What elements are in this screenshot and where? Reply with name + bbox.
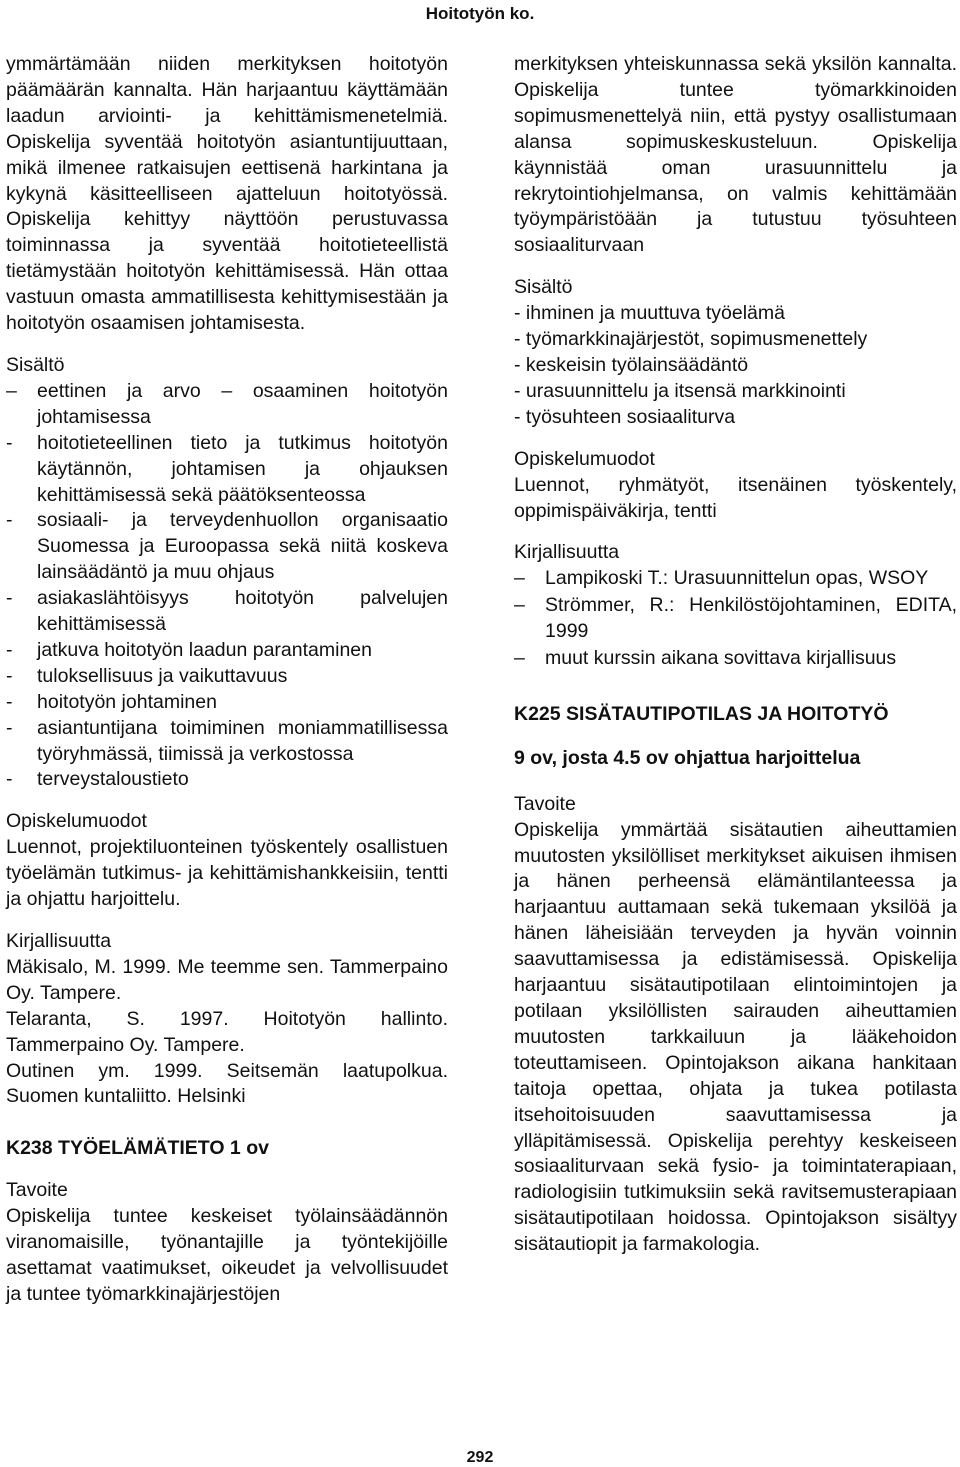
list-item — [514, 566, 957, 592]
section-heading-opiskelumuodot: Opiskelumuodot — [6, 810, 147, 833]
section-heading-tavoite: Tavoite — [514, 792, 576, 815]
list-item-text: hoitotyön johtaminen — [37, 690, 217, 713]
sisalto-list — [6, 379, 448, 794]
sisalto-section — [6, 353, 448, 793]
bullet: - — [6, 638, 13, 661]
bullet: – — [514, 594, 525, 617]
bullet: – — [514, 647, 525, 670]
bullet: - — [6, 587, 13, 610]
sisalto-section — [514, 275, 957, 430]
tavoite-section — [514, 792, 957, 1258]
bullet: - — [6, 690, 13, 713]
bullet: - — [6, 431, 13, 454]
opiskelumuodot-section — [514, 447, 957, 525]
intro-paragraph: merkityksen yhteiskunnassa sekä yksilön kannalta. Opiskelija tuntee työmarkkinoiden sopimusmenettelyä niin, että pystyy osallistumaan alansa sopimuskeskusteluun. Opiskelija käynnistää oman urasuunnittelu ja rekrytointiohjelmansa, on valmis kehittämään työympäristöään ja tutustuu työsuhteen sosiaaliturvaan — [514, 53, 957, 257]
list-item-text: tuloksellisuus ja vaikuttavuus — [37, 664, 288, 687]
section-heading-opiskelumuodot: Opiskelumuodot — [514, 447, 655, 470]
list-item: - ihminen ja muuttuva työelämä — [514, 302, 785, 325]
list-item-text: hoitotieteellinen tieto ja tutkimus hoitotyön käytännön, johtamisen ja ohjauksen kehittämisessä sekä päätöksenteossa — [37, 431, 448, 506]
list-item — [6, 379, 448, 431]
bullet: - — [6, 664, 13, 687]
kirjallisuus-section — [514, 540, 957, 672]
section-heading-tavoite: Tavoite — [6, 1179, 68, 1202]
bullet: – — [514, 567, 525, 590]
course-title: K225 SISÄTAUTIPOTILAS JA HOITOTYÖ — [514, 702, 889, 725]
reference-item: Telaranta, S. 1997. Hoitotyön hallinto. Tammerpaino Oy. Tampere. — [6, 1007, 448, 1056]
bullet: - — [6, 768, 13, 791]
reference-item: Outinen ym. 1999. Seitsemän laatupolkua. Suomen kuntaliitto. Helsinki — [6, 1059, 448, 1108]
bullet: - — [6, 716, 13, 739]
list-item — [6, 431, 448, 509]
list-item-text: Lampikoski T.: Urasuunnittelun opas, WSOY — [545, 567, 929, 590]
list-item — [6, 690, 448, 716]
intro-paragraph: ymmärtämään niiden merkityksen hoitotyön päämäärän kannalta. Hän harjaantuu käyttämään laadun arviointi- ja kehittämismenetelmiä. Opiskelija syventää hoitotyön asiantuntijuuttaan, mikä ilmenee ratkaisujen eettisenä harkintana ja kykynä käsitteelliseen ajatteluun hoitotyössä. Opiskelija kehittyy näyttöön perustuvassa toiminnassa ja syventää hoitotieteellistä tietämystään hoitotyön kehittämisessä. Hän ottaa vastuun omasta ammatillisesta kehittymisestään ja hoitotyön osaamisen johtamisesta. — [6, 53, 448, 335]
list-item — [6, 586, 448, 638]
left-column — [6, 52, 448, 1308]
opiskelumuodot-text: Luennot, projektiluonteinen työskentely osallistuen työelämän tutkimus- ja kehittämishankkeisiin, tentti ja ohjattu harjoittelu. — [6, 836, 448, 911]
list-item — [6, 664, 448, 690]
list-item-text: muut kurssin aikana sovittava kirjallisuus — [545, 647, 897, 670]
list-item: - työsuhteen sosiaaliturva — [514, 405, 736, 428]
course-title: K238 TYÖELÄMÄTIETO 1 ov — [6, 1137, 269, 1160]
section-heading-sisalto: Sisältö — [6, 353, 65, 376]
section-heading-sisalto: Sisältö — [514, 276, 573, 299]
running-header: Hoitotyön ko. — [425, 4, 535, 23]
opiskelumuodot-text: Luennot, ryhmätyöt, itsenäinen työskentely, oppimispäiväkirja, tentti — [514, 473, 957, 522]
list-item-text: asiakaslähtöisyys hoitotyön palvelujen kehittämisessä — [37, 587, 448, 636]
list-item: - keskeisin työlainsäädäntö — [514, 353, 749, 376]
list-item — [6, 638, 448, 664]
reference-item: Mäkisalo, M. 1999. Me teemme sen. Tammerpaino Oy. Tampere. — [6, 955, 448, 1004]
course-subtitle: 9 ov, josta 4.5 ov ohjattua harjoittelua — [514, 746, 861, 769]
list-item-text: asiantuntijana toimiminen moniammatillisessa työryhmässä, tiimissä ja verkostossa — [37, 716, 448, 765]
opiskelumuodot-section — [6, 809, 448, 913]
list-item: - työmarkkinajärjestöt, sopimusmenettely — [514, 328, 868, 351]
page-number: 292 — [466, 1449, 494, 1466]
list-item-text: sosiaali- ja terveydenhuollon organisaatio Suomessa ja Euroopassa sekä niitä koskeva lainsäädäntö ja muu ohjaus — [37, 509, 448, 584]
list-item — [514, 646, 957, 672]
tavoite-text: Opiskelija ymmärtää sisätautien aiheuttamien muutosten yksilölliset merkitykset aikuisen ihmisen ja hänen perheensä elämäntilanteessa ja harjaantuu auttamaan sekä tukemaan yksilöä ja hänen läheisiään terveyden ja hyvän voinnin saavuttamisessa ja edistämisessä. Opiskelija harjaantuu sisätautipotilaan elintoimintojen ja potilaan yksilöllisten sairauden aiheuttamien muutosten tarkkailuun ja lääkehoidon toteuttamiseen. Opintojakson aikana hankitaan taitoja opettaa, ohjata ja tukea potilasta itsehoitoisuuden saavuttamisessa ja ylläpitämisessä. Opiskelija perehtyy keskeiseen sosiaaliturvaan sekä fysio- ja toimintaterapiaan, radiologisiin tutkimuksiin sekä ravitsemusterapiaan sisätautipotilaan hoidossa. Opintojakson sisältyy sisätautiopit ja farmakologia. — [514, 818, 957, 1256]
tavoite-text: Opiskelija tuntee keskeiset työlainsäädännön viranomaisille, työnantajille ja työntekijöille asettamat vaatimukset, oikeudet ja velvollisuudet ja tuntee työmarkkinajärjestöjen — [6, 1205, 448, 1305]
list-item: - urasuunnittelu ja itsensä markkinointi — [514, 379, 846, 402]
bullet: – — [6, 379, 17, 402]
kirjallisuus-list — [514, 566, 957, 672]
list-item-text: eettinen ja arvo – osaaminen hoitotyön johtamisessa — [37, 379, 448, 428]
list-item-text: jatkuva hoitotyön laadun parantaminen — [37, 638, 372, 661]
bullet: - — [6, 509, 13, 532]
list-item — [6, 508, 448, 586]
list-item — [6, 716, 448, 768]
list-item-text: terveystaloustieto — [37, 768, 189, 791]
list-item — [514, 593, 957, 645]
right-column — [514, 52, 957, 1258]
tavoite-section — [6, 1178, 448, 1308]
kirjallisuus-section — [6, 929, 448, 1110]
list-item — [6, 767, 448, 793]
section-heading-kirjallisuutta: Kirjallisuutta — [514, 541, 620, 564]
list-item-text: Strömmer, R.: Henkilöstöjohtaminen, EDITA, 1999 — [545, 594, 957, 643]
section-heading-kirjallisuutta: Kirjallisuutta — [6, 930, 112, 952]
